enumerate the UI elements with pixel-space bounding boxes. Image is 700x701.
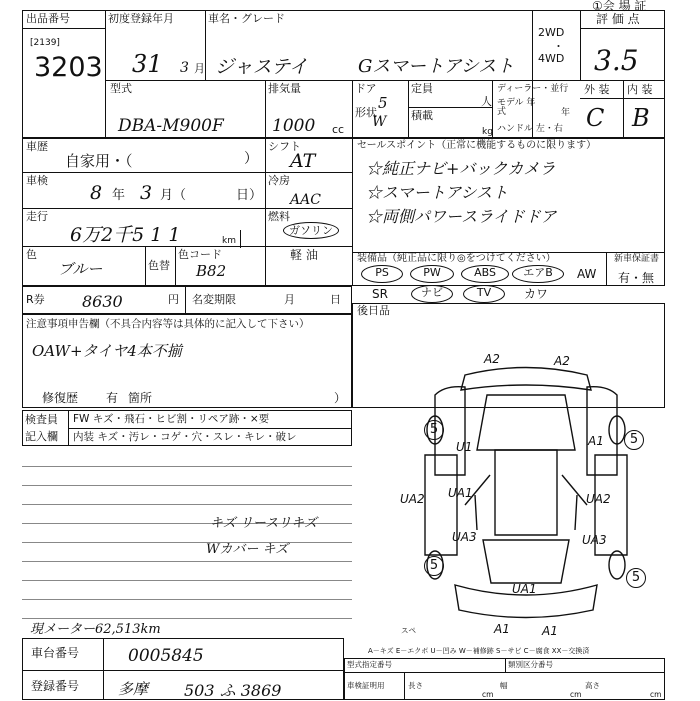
damage-5-rl: 5 — [424, 556, 444, 576]
sales-point-3: ☆両側パワースライドドア — [366, 207, 557, 226]
lot-number: 3203 — [34, 52, 103, 83]
sales-label: セールスポイント（正常に機能するものに限ります） — [357, 140, 597, 151]
aircon-value: AAC — [290, 192, 321, 208]
damage-a2-front-right: A2 — [554, 354, 570, 368]
venue-label: ①会 場 証 — [592, 0, 647, 13]
damage-ua3-left: UA3 — [452, 530, 477, 544]
lot-code: [2139] — [30, 38, 60, 48]
color-value: ブルー — [58, 260, 103, 278]
color-code-label: 色コード — [178, 248, 222, 261]
doors-label: ドア — [355, 82, 377, 95]
interior-label: 内 装 — [627, 83, 653, 96]
current-mileage: 現メーター62,513km — [30, 622, 161, 637]
name-change-label: 名変期限 — [192, 293, 236, 306]
warranty-label: 新車保証書 — [614, 254, 660, 264]
model-label: 車名・グレード — [208, 12, 285, 25]
dealer-label: ディーラー・並行 — [497, 84, 569, 94]
displacement-value: 1000 — [272, 116, 316, 136]
drive-2wd: 2WD — [538, 26, 565, 39]
plate-area: 多摩 — [118, 680, 149, 698]
exterior-label: 外 装 — [584, 83, 610, 96]
damage-5-rr: 5 — [626, 568, 646, 588]
damage-5-fl: 5 — [424, 420, 444, 440]
damage-ua1-left: UA1 — [448, 486, 473, 500]
inspection-month: 3 — [140, 182, 153, 204]
recycle-value: 8630 — [82, 292, 123, 311]
cert-class-number: 類別区分番号 — [508, 660, 553, 669]
fuel-value: ガソリン — [283, 222, 339, 239]
equip-sr: SR — [372, 287, 388, 301]
aftermarket-label: 後日品 — [357, 304, 390, 317]
cert-length: 長さ — [408, 681, 423, 690]
cert-type-number: 型式指定番号 — [347, 660, 392, 669]
shape-value: W — [372, 114, 387, 130]
damage-a1-rear-right: A1 — [542, 624, 558, 638]
shape-label: 形状 — [355, 106, 377, 119]
equip-abs: ABS — [461, 265, 509, 283]
auction-sheet: ①会 場 証 出品番号 [2139] 3203 初度登録年月 31 3 月 車名・グレード ジャステイ Gスマートアシスト 2WD ・ 4WD 評 価 点 3.5 外 装 内 装 C B 型式 DBA-M900F 排気量 1000 cc ドア 5 形状 W 定員 人 積載 kg ディーラー・並行 モデル 年式 年 ハンドル 左・右 車歴 自家用・（ ） シフト AT セールスポイント（正常に機能するものに限ります） ☆純正ナビ+バックカメラ ☆スマートアシスト ☆両側パワースライドドア 車検 8 年 3 月（ 日） 冷房 AAC 走行 6万2千5 1 1 km 燃料 ガソリン 軽 油 色 ブルー 色替 色コード B82 装備品（純正品に限り◎をつけてください） 新車保証書 有・無 PS PW ABS エアB AW SR ナビ TV カワ R券 8630 円 名変期限 月 日 後日品 注意事項申告欄（不具合内容等は具体的に記入して下さい） OAW+タイヤ4本不揃 修復歴 有 箇所 ） 検査員 記入欄 FW キズ・飛石・ヒビ割・リペア跡・×要 内装 キズ・汚レ・コゲ・穴・スレ・キレ・破レ キズ リースリキズ Wカバー キズ 現メーター62,513km A2 A2 5 U1 A1 5 UA2 UA1 UA2 UA3 UA3 5 UA1 A1 A1 5 スペ A－キズ E－エクボ U－凹み W－補修跡 S－サビ C－腐食 XX－交換済 車台番号 0005845 登録番号 多摩 503 ふ 3869 型式指定番号 類別区分番号 車検証明用 長さ cm 幅 cm 高さ cm — [0, 0, 700, 700]
plate-number: 503 ふ 3869 — [184, 681, 282, 700]
usage-label: 車歴 — [26, 140, 48, 153]
type-value: DBA-M900F — [118, 116, 224, 136]
damage-ua3-right: UA3 — [582, 533, 607, 547]
model-name: ジャステイ — [215, 56, 308, 78]
lot-label: 出品番号 — [26, 12, 70, 25]
capacity-label: 定員 — [411, 82, 433, 95]
damage-a2-front-left: A2 — [484, 352, 500, 366]
equip-pw: PW — [410, 265, 454, 283]
sales-point-2: ☆スマートアシスト — [366, 183, 509, 202]
equip-ps: PS — [361, 265, 403, 283]
usage-value: 自家用・（ — [65, 152, 133, 170]
drive-4wd: 4WD — [538, 52, 565, 65]
equip-leather: カワ — [524, 287, 549, 301]
inspector-row-2: 内装 キズ・汚レ・コゲ・穴・スレ・キレ・破レ — [73, 431, 297, 443]
equip-aw: AW — [577, 267, 597, 281]
model-year-label: モデル 年式 — [497, 98, 536, 117]
aircon-label: 冷房 — [268, 174, 290, 187]
doors-value: 5 — [378, 94, 388, 112]
equip-airbag: エアB — [512, 265, 564, 283]
fuel-alt: 軽 油 — [290, 248, 318, 262]
notes-label: 注意事項申告欄（不具合内容等は具体的に記入して下さい） — [26, 318, 310, 330]
inspector-note-2: Wカバー キズ — [206, 542, 289, 557]
inspector-label-2: 記入欄 — [25, 430, 58, 443]
damage-a1-rear-left: A1 — [494, 622, 510, 636]
color-code: B82 — [196, 262, 227, 280]
damage-ua2-right: UA2 — [586, 492, 611, 506]
rating-score: 3.5 — [594, 44, 639, 77]
warranty-value: 有・無 — [618, 271, 655, 285]
rating-label: 評 価 点 — [596, 12, 640, 26]
recycle-frame — [22, 286, 352, 314]
cert-label: 車検証明用 — [347, 681, 385, 690]
cert-height: 高さ — [585, 681, 600, 690]
damage-ua1-rear: UA1 — [512, 582, 537, 596]
plate-label: 登録番号 — [31, 679, 80, 693]
damage-u1: U1 — [456, 440, 473, 454]
registration-label: 初度登録年月 — [108, 12, 174, 25]
inspection-label: 車検 — [26, 174, 48, 187]
mileage-value: 6万2千5 1 1 — [70, 224, 181, 246]
spare-label: スペ — [401, 626, 416, 635]
inspector-note-1: キズ リースリキズ — [210, 516, 317, 531]
damage-a1-right: A1 — [588, 434, 604, 448]
color-change-label: 色替 — [148, 259, 170, 272]
damage-legend: A－キズ E－エクボ U－凹み W－補修跡 S－サビ C－腐食 XX－交換済 — [368, 647, 590, 655]
inspection-year: 8 — [90, 182, 103, 204]
repair-label: 修復歴 — [42, 391, 79, 405]
car-diagram — [395, 355, 657, 640]
damage-ua2-left: UA2 — [400, 492, 425, 506]
handle-label: ハンドル 左・右 — [497, 124, 563, 134]
inspector-row-1: FW キズ・飛石・ヒビ割・リペア跡・×要 — [73, 413, 270, 425]
recycle-label: R券 — [26, 293, 45, 306]
exterior-grade: C — [586, 104, 605, 132]
equip-navi: ナビ — [411, 285, 453, 303]
interior-grade: B — [632, 104, 650, 132]
displacement-label: 排気量 — [268, 82, 301, 95]
shift-value: AT — [290, 150, 316, 172]
chassis-label: 車台番号 — [31, 646, 80, 660]
type-label: 型式 — [110, 82, 132, 95]
equipment-label: 装備品（純正品に限り◎をつけてください） — [357, 253, 556, 264]
registration-month: 3 — [180, 60, 189, 76]
model-grade: Gスマートアシスト — [358, 56, 515, 77]
registration-year: 31 — [132, 50, 163, 78]
load-label: 積載 — [411, 109, 433, 122]
equip-tv: TV — [463, 285, 505, 303]
color-label: 色 — [26, 248, 37, 261]
damage-5-fr: 5 — [624, 430, 644, 450]
shift-label: シフト — [268, 140, 301, 153]
cert-width: 幅 — [500, 681, 508, 690]
mileage-label: 走行 — [26, 210, 48, 223]
fuel-label: 燃料 — [268, 210, 290, 223]
sales-point-1: ☆純正ナビ+バックカメラ — [366, 159, 556, 178]
chassis-value: 0005845 — [128, 646, 204, 666]
inspector-label-1: 検査員 — [25, 413, 58, 426]
notes-value: OAW+タイヤ4本不揃 — [32, 342, 182, 360]
